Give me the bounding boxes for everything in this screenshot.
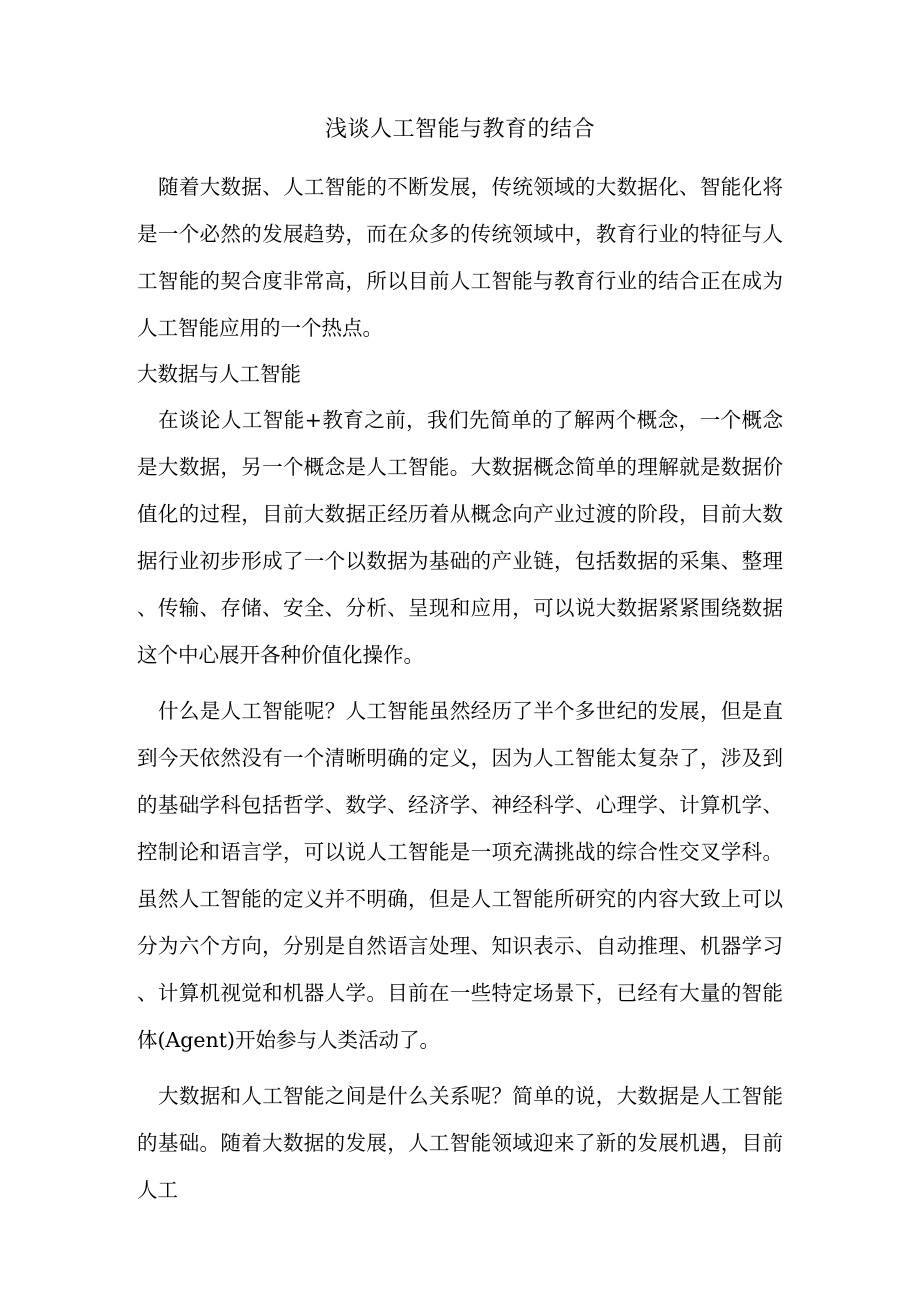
paragraph-what-is-ai: 什么是人工智能呢？人工智能虽然经历了半个多世纪的发展，但是直到今天依然没有一个清晰明确的定义，因为人工智能太复杂了，涉及到的基础学科包括哲学、数学、经济学、神经科学、心理学、计算机学、控制论和语言学，可以说人工智能是一项充满挑战的综合性交叉学科。虽然人工智能的定义并不明确，但是人工智能所研究的内容大致上可以分为六个方向，分别是自然语言处理、知识表示、自动推理、机器学习、计算机视觉和机器人学。目前在一些特定场景下，已经有大量的智能体(Agent)开始参与人类活动了。: [137, 699, 783, 1052]
paragraph-relationship: 大数据和人工智能之间是什么关系呢？简单的说，大数据是人工智能的基础。随着大数据的发展，人工智能领域迎来了新的发展机遇，目前人工: [137, 1084, 783, 1202]
paragraph-intro: 随着大数据、人工智能的不断发展，传统领域的大数据化、智能化将是一个必然的发展趋势，而在众多的传统领域中，教育行业的特征与人工智能的契合度非常高，所以目前人工智能与教育行业的结合正在成为人工智能应用的一个热点。: [137, 175, 783, 340]
document-title: 浅谈人工智能与教育的结合: [324, 117, 595, 142]
section-heading-big-data-ai: 大数据与人工智能: [137, 362, 301, 386]
paragraph-concepts: 在谈论人工智能+教育之前，我们先简单的了解两个概念，一个概念是大数据，另一个概念是人工智能。大数据概念简单的理解就是数据价值化的过程，目前大数据正经历着从概念向产业过渡的阶段，目前大数据行业初步形成了一个以数据为基础的产业链，包括数据的采集、整理、传输、存储、安全、分析、呈现和应用，可以说大数据紧紧围绕数据这个中心展开各种价值化操作。: [137, 408, 783, 667]
